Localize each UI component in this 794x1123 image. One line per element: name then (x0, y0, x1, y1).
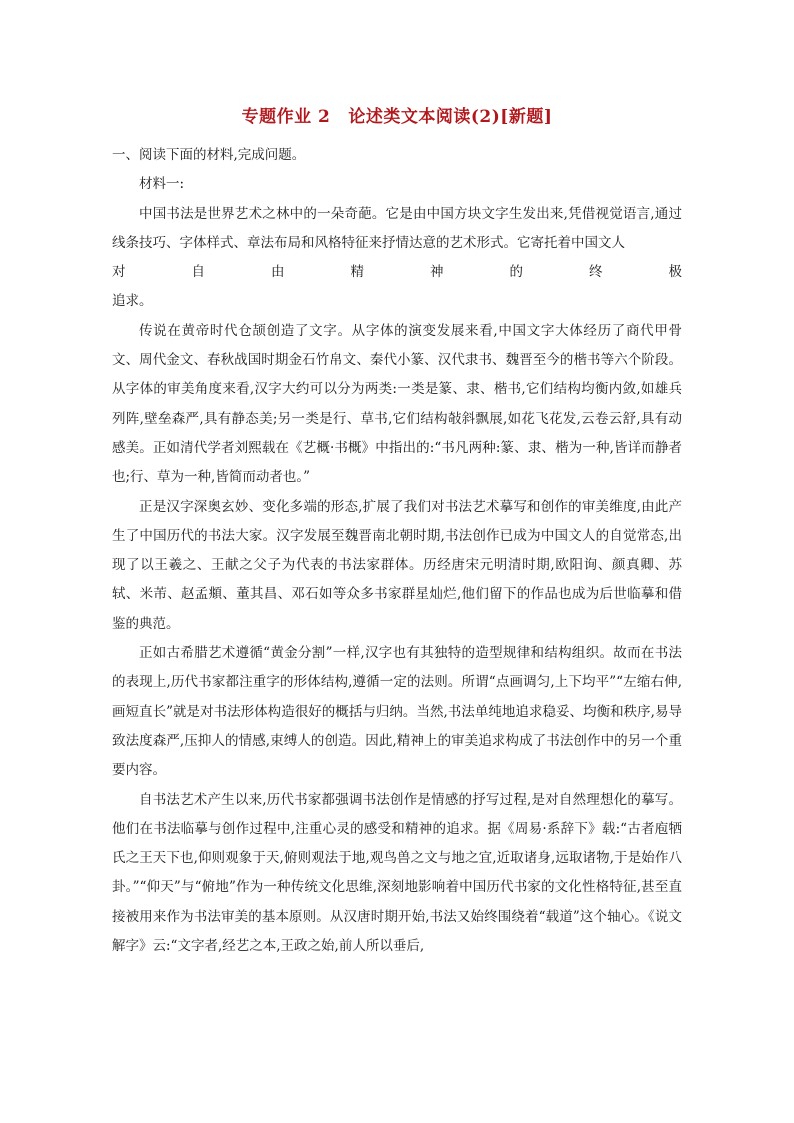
paragraph-1: 中国书法是世界艺术之林中的一朵奇葩。它是由中国方块文字生发出来,凭借视觉语言,通过线条技巧、字体样式、章法布局和风格特征来抒情达意的艺术形式。它寄托着中国文人 (112, 205, 682, 251)
spread-char: 神 (430, 264, 444, 281)
paragraph-4: 正如古希腊艺术遵循“黄金分割”一样,汉字也有其独特的造型规律和结构组织。故而在书法的表现上,历代书家都注重字的形体结构,遵循一定的法则。所谓“点画调匀,上下均平”“左缩右伸,画短直长”就是对书法形体构造很好的概括与归纳。当然,书法单纯地追求稳妥、均衡和秩序,易导致法度森严,压抑人的情感,束缚人的创造。因此,精神上的审美追求构成了书法创作中的另一个重要内容。 (112, 645, 682, 779)
spread-char: 终 (589, 264, 603, 281)
paragraph-1-end: 追求。 (112, 293, 153, 310)
spread-char: 精 (350, 264, 364, 281)
spread-char: 极 (668, 264, 682, 281)
material-label: 材料一: (139, 176, 185, 193)
title-sub: 论述类文本阅读(2)[新题] (348, 107, 553, 127)
paragraph-5: 自书法艺术产生以来,历代书家都强调书法创作是情感的抒写过程,是对自然理想化的摹写。他们在书法临摹与创作过程中,注重心灵的感受和精神的追求。据《周易·系辞下》载:“古者庖牺氏之王天下也,仰则观象于天,俯则观法于地,观鸟兽之文与地之宜,近取诸身,远取诸物,于是始作八卦。”“仰天”与“俯地”作为一种传统文化思维,深刻地影响着中国历代书家的文化性格特征,甚至直接被用来作为书法审美的基本原则。从汉唐时期开始,书法又始终围绕着“载道”这个轴心。《说文解字》云:“文字者,经艺之本,王政之始,前人所以垂后, (112, 791, 682, 955)
document-body (112, 141, 682, 961)
paragraph-3: 正是汉字深奥玄妙、变化多端的形态,扩展了我们对书法艺术摹写和创作的审美维度,由此产生了中国历代的书法大家。汉字发展至魏晋南北朝时期,书法创作已成为中国文人的自觉常态,出现了以王羲之、王献之父子为代表的书法家群体。历经唐宋元明清时期,欧阳询、颜真卿、苏轼、米芾、赵孟頫、董其昌、邓石如等众多书家群星灿烂,他们留下的作品也成为后世临摹和借鉴的典范。 (112, 498, 682, 632)
spread-char: 自 (191, 264, 205, 281)
paragraph-1-spread-line (112, 258, 682, 287)
section-heading: 一、阅读下面的材料,完成问题。 (112, 147, 306, 163)
title-main: 专题作业 2 (241, 107, 331, 127)
spread-char: 由 (271, 264, 285, 281)
paragraph-2: 传说在黄帝时代仓颉创造了文字。从字体的演变发展来看,中国文字大体经历了商代甲骨文、周代金文、春秋战国时期金石竹帛文、秦代小篆、汉代隶书、魏晋至今的楷书等六个阶段。从字体的审美角度来看,汉字大约可以分为两类:一类是篆、隶、楷书,它们结构均衡内敛,如雄兵列阵,壁垒森严,具有静态美;另一类是行、草书,它们结构敧斜飘展,如花飞花发,云卷云舒,具有动感美。正如清代学者刘熙载在《艺概·书概》中指出的:“书凡两种:篆、隶、楷为一种,皆详而静者也;行、草为一种,皆简而动者也。” (112, 322, 682, 486)
spread-char: 的 (509, 264, 523, 281)
spread-char: 对 (112, 264, 126, 281)
page-title (0, 104, 794, 130)
